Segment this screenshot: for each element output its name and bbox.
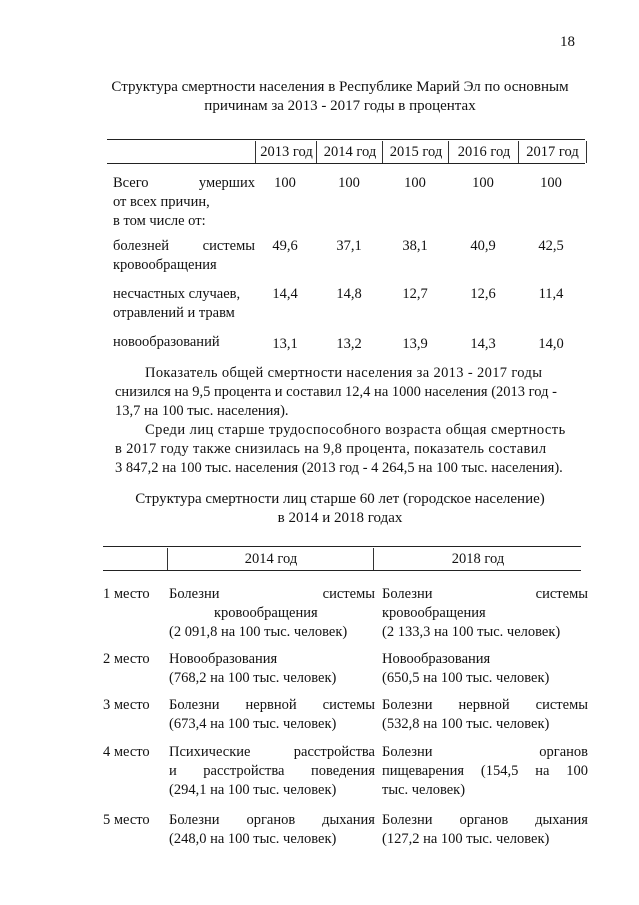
table2-rank: 1 место [103, 586, 150, 602]
cell-line: (248,0 на 100 тыс. человек) [169, 831, 337, 847]
cell-word: Психические [169, 744, 251, 760]
table1-cell: 37,1 [336, 238, 362, 254]
cell-word: Болезни [169, 697, 220, 713]
table1-row-label-line: от всех причин, [113, 194, 210, 210]
cell-line [169, 743, 375, 762]
table2-cell-2018 [382, 650, 588, 688]
mortality-structure-table [107, 139, 585, 369]
paragraph-total-mortality [115, 364, 580, 421]
cell-line: (2 091,8 на 100 тыс. человек) [169, 624, 348, 640]
cell-word: системы [322, 586, 375, 602]
cell-line [382, 762, 588, 781]
table1-top-rule [107, 139, 585, 140]
table1-header-row [107, 141, 585, 163]
cell-word: на [535, 763, 550, 779]
cell-word: пищеварения [382, 763, 465, 779]
table2-cell-2018 [382, 811, 588, 849]
cell-line [382, 811, 588, 830]
table1-row-label [113, 237, 255, 275]
table2-title [90, 490, 590, 528]
table1-cell: 13,1 [272, 336, 298, 352]
cell-line: (673,4 на 100 тыс. человек) [169, 716, 337, 732]
table1-row-label-line: новообразований [113, 334, 220, 350]
table1-cell: 100 [540, 175, 562, 191]
table2-cell-2014 [169, 650, 375, 688]
paragraph-line: 13,7 на 100 тыс. населения). [115, 403, 289, 419]
cell-line: (768,2 на 100 тыс. человек) [169, 670, 337, 686]
cell-word: дыхания [322, 812, 375, 828]
cell-word: расстройства [203, 763, 285, 779]
table1-cell: 49,6 [272, 238, 298, 254]
paragraph-line-text: Показатель общей смертности населения за 2013 - 2017 годы [145, 365, 543, 381]
table2-cell-2014 [169, 743, 375, 800]
cell-line [169, 811, 375, 830]
table1-title-line2: причинам за 2013 - 2017 годы в процентах [204, 98, 476, 114]
table1-row-label [113, 174, 255, 231]
cell-word: 100 [566, 763, 588, 779]
paragraph-line-text: Среди лиц старше трудоспособного возраста общая смертность [145, 422, 566, 438]
table2-rank: 3 место [103, 697, 150, 713]
table2-header-2014: 2014 год [167, 548, 374, 570]
table1-row-label-line: в том числе от: [113, 213, 206, 229]
table1-header-year: 2014 год [316, 141, 383, 163]
cell-line: тыс. человек) [382, 782, 466, 798]
cell-line [169, 585, 375, 604]
cell-word: дыхания [535, 812, 588, 828]
table1-title [90, 78, 590, 116]
cell-line: (2 133,3 на 100 тыс. человек) [382, 624, 561, 640]
cell-line: (127,2 на 100 тыс. человек) [382, 831, 550, 847]
cell-line [169, 762, 375, 781]
cell-word: Болезни [169, 812, 220, 828]
cell-word: Болезни [169, 586, 220, 602]
table1-cell: 42,5 [538, 238, 564, 254]
label-word: болезней [113, 238, 169, 254]
table1-cell: 38,1 [402, 238, 428, 254]
elderly-mortality-table [103, 546, 588, 866]
table2-rank: 2 место [103, 651, 150, 667]
table1-row-label-line: кровообращения [113, 257, 217, 273]
cell-word: Болезни [382, 812, 433, 828]
table1-cell: 100 [472, 175, 494, 191]
paragraph-line [115, 421, 580, 440]
table1-header-year: 2015 год [382, 141, 449, 163]
table1-cell: 14,4 [272, 286, 298, 302]
cell-word: Болезни [382, 586, 433, 602]
table1-cell: 12,6 [470, 286, 496, 302]
table2-rank: 5 место [103, 812, 150, 828]
table2-header-2018: 2018 год [373, 548, 582, 570]
cell-word: расстройства [293, 744, 375, 760]
table2-cell-2018 [382, 696, 588, 734]
table2-cell-2018 [382, 743, 588, 800]
table2-header-rule [103, 570, 581, 571]
table1-cell: 100 [338, 175, 360, 191]
table2-rank: 4 место [103, 744, 150, 760]
table1-row-label [113, 285, 255, 323]
table1-cell: 13,2 [336, 336, 362, 352]
cell-line [382, 585, 588, 604]
table1-header-year: 2016 год [448, 141, 519, 163]
cell-word: органов [459, 812, 509, 828]
cell-line: Новообразования [382, 651, 491, 667]
table2-cell-2014 [169, 585, 375, 642]
paragraph-elderly-mortality [115, 421, 580, 478]
paragraph-line: 3 847,2 на 100 тыс. населения (2013 год - 4 264,5 на 100 тыс. населения). [115, 460, 563, 476]
cell-word: системы [535, 586, 588, 602]
table2-cell-2014 [169, 811, 375, 849]
cell-word: нервной [458, 697, 510, 713]
cell-line [382, 696, 588, 715]
cell-line: (532,8 на 100 тыс. человек) [382, 716, 550, 732]
cell-line: кровообращения [214, 605, 318, 621]
table1-cell: 13,9 [402, 336, 428, 352]
table1-cell: 100 [274, 175, 296, 191]
cell-line: (294,1 на 100 тыс. человек) [169, 782, 337, 798]
table1-cell: 14,0 [538, 336, 564, 352]
paragraph-line [115, 440, 580, 459]
table1-row-label-line: отравлений и травм [113, 305, 235, 321]
cell-word: (154,5 [480, 763, 519, 779]
table1-cell: 40,9 [470, 238, 496, 254]
cell-line: кровообращения [382, 605, 486, 621]
table1-cell: 12,7 [402, 286, 428, 302]
label-word: Всего [113, 175, 149, 191]
cell-word: и [169, 763, 177, 779]
table1-header-year: 2017 год [518, 141, 587, 163]
table1-cell: 14,8 [336, 286, 362, 302]
table1-row-label-line [113, 237, 255, 256]
table2-top-rule [103, 546, 581, 547]
table2-cell-2014 [169, 696, 375, 734]
paragraph-line: снизился на 9,5 процента и составил 12,4 на 1000 населения (2013 год - [115, 384, 557, 400]
table1-row-label-line: несчастных случаев, [113, 286, 241, 302]
cell-word: нервной [245, 697, 297, 713]
cell-line [169, 696, 375, 715]
table2-title-line1: Структура смертности лиц старше 60 лет (городское население) [135, 491, 545, 507]
table2-header-row [103, 548, 581, 570]
table2-title-line2: в 2014 и 2018 годах [277, 510, 403, 526]
table2-cell-2018 [382, 585, 588, 642]
label-word: системы [202, 238, 255, 254]
table1-row-label [113, 333, 255, 352]
cell-word: системы [535, 697, 588, 713]
table1-header-year: 2013 год [255, 141, 317, 163]
cell-word: Болезни [382, 744, 433, 760]
cell-word: Болезни [382, 697, 433, 713]
cell-line: Новообразования [169, 651, 278, 667]
table1-title-line1: Структура смертности населения в Республике Марий Эл по основным [111, 79, 569, 95]
table1-header-rule [107, 163, 585, 164]
table1-cell: 100 [404, 175, 426, 191]
cell-word: органов [246, 812, 296, 828]
paragraph-line-text: в 2017 году также снизилась на 9,8 процента, показатель составил [115, 441, 547, 457]
table1-row-label-line [113, 174, 255, 193]
cell-word: системы [322, 697, 375, 713]
paragraph-line [115, 364, 580, 383]
table1-cell: 11,4 [538, 286, 564, 302]
label-word: умерших [198, 175, 255, 191]
cell-word: поведения [310, 763, 375, 779]
cell-line [382, 743, 588, 762]
page-number: 18 [560, 34, 575, 50]
table1-cell: 14,3 [470, 336, 496, 352]
cell-line: (650,5 на 100 тыс. человек) [382, 670, 550, 686]
cell-word: органов [539, 744, 588, 760]
